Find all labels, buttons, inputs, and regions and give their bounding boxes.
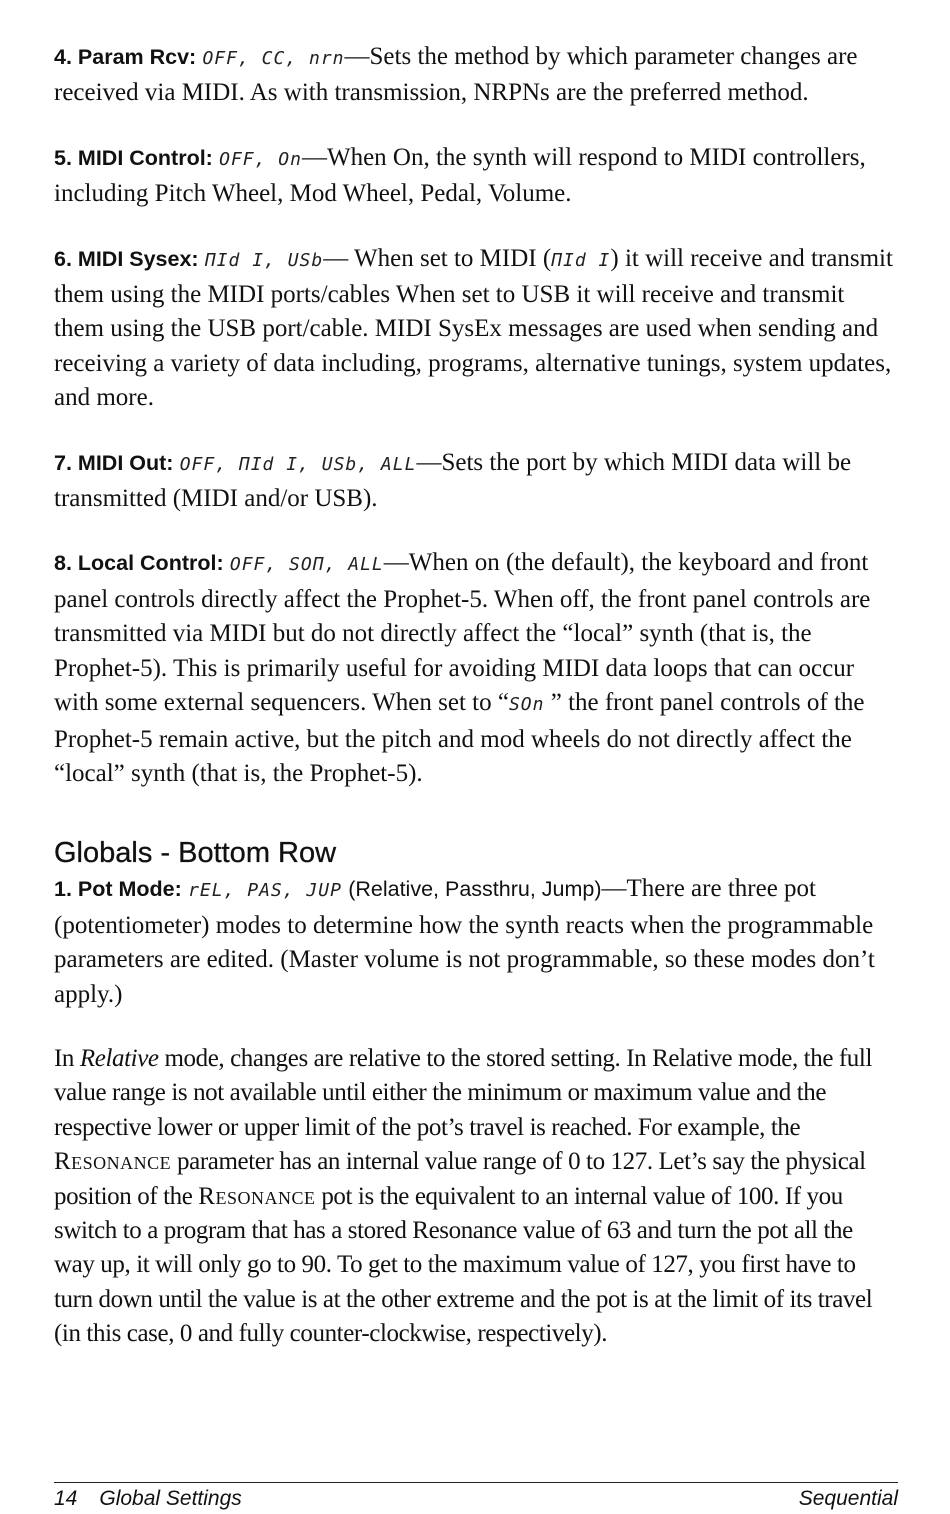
local-control-paragraph bbox=[54, 546, 898, 791]
resonance-term: Resonance bbox=[54, 1148, 172, 1176]
item-description: —Sets the port by which MIDI data will be transmitted (MIDI and/or USB). bbox=[54, 448, 852, 513]
item-description-cont: ) it will receive and transmit them using the MIDI ports/cables When set to USB it will receive and transmit them using the USB port/cable. MIDI SysEx messages are used when sending and receiving a variety of data including, programs, alternative tunings, system updates, and more. bbox=[54, 244, 893, 412]
page-number: 14 bbox=[54, 1487, 78, 1510]
text-run: In bbox=[54, 1044, 80, 1072]
brand-name: Sequential bbox=[798, 1487, 898, 1510]
relative-mode-paragraph bbox=[54, 1042, 898, 1352]
item-label: 5. MIDI Control: bbox=[54, 145, 213, 170]
item-label: 6. MIDI Sysex: bbox=[54, 246, 199, 271]
display-codes: OFF, SOΠ, ALL bbox=[229, 554, 384, 576]
item-description: —When On, the synth will respond to MIDI controllers, including Pitch Wheel, Mod Wheel, Pedal, Volume. bbox=[54, 143, 866, 208]
param-rcv-paragraph bbox=[54, 40, 898, 111]
page-footer bbox=[54, 1482, 898, 1511]
item-description-cont: ” the front panel controls of the Prophet-5 remain active, but the pitch and mod wheels do not directly affect the “local” synth (that is, the Prophet-5). bbox=[54, 689, 865, 787]
item-description: —When on (the default), the keyboard and front panel controls directly affect the Prophet-5. When off, the front panel controls are transmitted via MIDI but do not directly affect the “local” synth (that is, the Prophet-5). This is primarily useful for avoiding MIDI data loops that can occur with some external sequencers. When set to “ bbox=[54, 549, 871, 717]
display-codes: OFF, On bbox=[219, 148, 302, 170]
midi-out-paragraph bbox=[54, 446, 898, 517]
display-codes: OFF, CC, nrn bbox=[202, 48, 345, 69]
display-codes: OFF, ΠId I, USb, ALL bbox=[179, 453, 417, 475]
relative-term: Relative bbox=[79, 1044, 159, 1072]
midi-control-paragraph bbox=[54, 141, 898, 212]
display-codes: rEL, PAS, JUP bbox=[188, 880, 342, 902]
item-label: 1. Pot Mode: bbox=[54, 877, 182, 902]
item-label: 7. MIDI Out: bbox=[54, 450, 174, 475]
page-body bbox=[54, 40, 898, 1382]
item-description: —Sets the method by which parameter changes are received via MIDI. As with transmission, NRPNs are the preferred method. bbox=[54, 43, 858, 107]
text-run: mode, changes are relative to the stored setting. In Relative mode, the full value range is not available until either the minimum or maximum value and the respective lower or upper limit of the pot’s travel is reached. For example, the bbox=[54, 1044, 872, 1141]
display-codes: ΠId I, USb bbox=[204, 249, 324, 271]
item-description: —There are three pot (potentiometer) modes to determine how the synth reacts when the programmable parameters are edited. (Master volume is not programmable, so these modes don’t apply.) bbox=[54, 875, 875, 1008]
resonance-term: Resonance bbox=[198, 1182, 316, 1210]
midi-sysex-paragraph bbox=[54, 242, 898, 416]
inline-display-code: SOn bbox=[508, 694, 545, 716]
text-run: pot is the equivalent to an internal value of 100. If you switch to a program that has a stored Resonance value of 63 and turn the pot all the way up, it will only go to 90. To get to the maximum value of 127, you first have to turn down until the value is at the other extreme and the pot is at the limit of its travel (in this case, 0 and fully counter-clockwise, respectively). bbox=[54, 1182, 873, 1348]
mode-names: (Relative, Passthru, Jump) bbox=[348, 877, 602, 902]
item-description: — When set to MIDI ( bbox=[323, 244, 552, 272]
chapter-title: Global Settings bbox=[99, 1487, 242, 1510]
item-label: 8. Local Control: bbox=[54, 551, 224, 576]
text-run: parameter has an internal value range of 0 to 127. Let’s say the physical position of the bbox=[54, 1148, 866, 1210]
pot-mode-paragraph bbox=[54, 872, 898, 1012]
item-label: 4. Param Rcv: bbox=[54, 45, 197, 69]
section-heading: Globals - Bottom Row bbox=[54, 837, 337, 870]
footer-left bbox=[54, 1487, 242, 1511]
inline-display-code: ΠId I bbox=[551, 249, 611, 271]
